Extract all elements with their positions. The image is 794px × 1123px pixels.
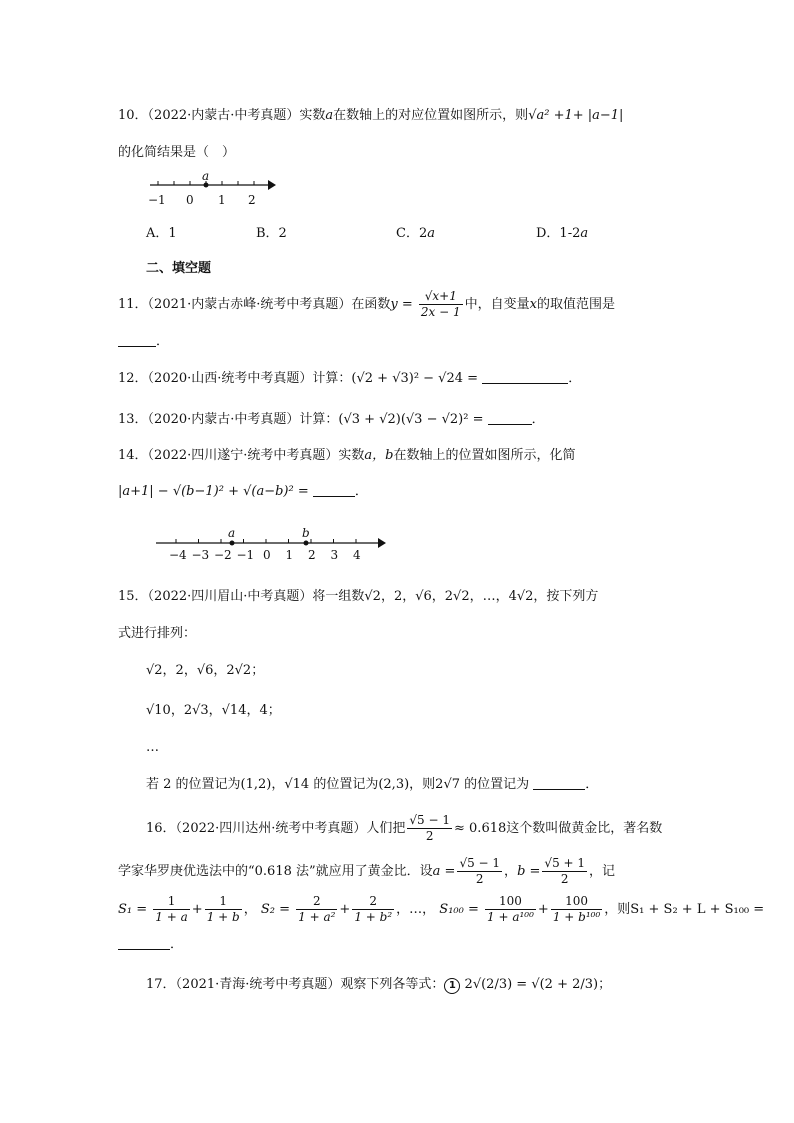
q14-axis-label: 3 — [330, 548, 339, 562]
q14-line2: |a+1| − √(b−1)² + √(a−b)² = ． — [118, 484, 368, 499]
q10-axis-label: −1 — [148, 193, 166, 207]
q10-choice-c: C．2a — [396, 226, 435, 241]
q10-number-line — [146, 170, 286, 210]
q17-expr: 2√(2/3) = √(2 + 2/3)； — [464, 977, 612, 992]
q14-axis-label: −3 — [191, 548, 210, 562]
q13-line: 13．（2020·内蒙古·中考真题）计算：(√3 + √2)(√3 − √2)² = ． — [118, 412, 545, 427]
q14-point-b — [304, 541, 309, 546]
section-title: 二、填空题 — [146, 261, 212, 276]
q15-line1: 15．（2022·四川眉山·中考真题）将一组数√2，2，√6，2√2，…，4√2，按下列方 — [118, 589, 599, 604]
q16-line2: 学家华罗庚优选法中的“0.618 法”就应用了黄金比．设a = $\frac{√5 - 1}{2}$ ，b = $\frac{√5 + 1}{2}$ ，记 — [118, 856, 616, 886]
q14-point-a — [230, 541, 235, 546]
q10-axis-label: 0 — [186, 193, 194, 207]
q11-blank[interactable] — [118, 332, 156, 347]
q13-expr: (√3 + √2)(√3 − √2)² = — [338, 412, 484, 427]
q14-point-label-a: a — [228, 526, 236, 540]
q15-line2: 式进行排列： — [118, 626, 197, 641]
q10-var-a: a — [325, 108, 334, 123]
q16-line1: 16．（2022·四川达州·统考中考真题）人们把 $\frac{√5 - 1}{2}$ ≈ 0.618这个数叫做黄金比，著名数 — [146, 813, 663, 843]
q10-axis-label: 2 — [248, 193, 256, 207]
q14-axis-label: −4 — [169, 548, 187, 562]
q10-axis-label: 1 — [218, 193, 226, 207]
q16-answer-line: ． — [118, 935, 183, 955]
q14-arrow — [378, 538, 386, 548]
q13-blank[interactable] — [488, 410, 532, 425]
q11-line1: 11．（2021·内蒙古赤峰·统考中考真题）在函数y = $\frac{√x+1}{2x - 1}$ 中，自变量x的取值范围是 — [118, 289, 616, 319]
q14-expr: |a+1| − √(b−1)² + √(a−b)² = — [118, 484, 309, 499]
q14-axis-label: 1 — [285, 548, 294, 562]
q12-expr: (√2 + √3)² − √24 = — [351, 371, 479, 386]
q10-line1 — [118, 106, 623, 126]
q10-expr: √a² +1+ |a−1| — [528, 108, 624, 123]
q15-blank[interactable] — [533, 775, 585, 790]
q11-fraction: $\frac{√x+1}{2x - 1}$ — [420, 289, 461, 319]
q10-choice-a: A．1 — [146, 226, 177, 241]
q15-row1: √2，2，√6，2√2； — [146, 663, 265, 678]
q16-blank[interactable] — [118, 935, 170, 950]
q15-line-last: 若 2 的位置记为(1,2)，√14 的位置记为(2,3)，则2√7 的位置记为 ． — [146, 777, 599, 792]
q12-blank[interactable] — [482, 369, 568, 384]
q10-point-label: a — [202, 170, 210, 183]
q14-blank[interactable] — [313, 482, 355, 497]
q14-line1: 14．（2022·四川遂宁·统考中考真题）实数a，b在数轴上的位置如图所示，化简 — [118, 448, 576, 463]
q14-axis-label: −1 — [236, 548, 255, 562]
q10-choice-b: B．2 — [256, 226, 287, 241]
q10-prefix: 10．（2022·内蒙古·中考真题）实数 — [118, 108, 326, 123]
q16-line3: S₁ = $\frac{1}{1 + a}$ + $\frac{1}{1 + b}$ ， S₂ = $\frac{2}{\text{1 + a²}}$ + $\frac{2}{\text{1 + b²}}$ ，…， S₁₀₀ = $\frac{100}{\text{1 + a¹⁰⁰}}$ + $\frac{100}{\text{1 + b¹⁰⁰}}$ ，则S₁ + S₂ + L + S₁₀₀ = — [118, 894, 765, 924]
q14-axis-label: 0 — [263, 548, 271, 562]
q14-point-label-b: b — [302, 526, 310, 540]
q15-row3: … — [146, 740, 159, 755]
q10-arrow — [268, 180, 276, 190]
q10-mid: 在数轴上的对应位置如图所示，则 — [333, 108, 529, 123]
q16-golden-fraction: $\frac{√5 - 1}{2}$ — [409, 813, 451, 843]
q10-point-a — [204, 183, 209, 188]
q11-answer-line: ． — [118, 332, 169, 352]
q17-line: 17．（2021·青海·统考中考真题）观察下列各等式： 1 2√(2/3) = √(2 + 2/3)； — [146, 977, 612, 992]
q14-number-line — [152, 523, 392, 563]
q14-axis-label: 4 — [353, 548, 361, 562]
q10-line2: 的化简结果是（ ） — [118, 145, 236, 160]
q15-row2: √10，2√3，√14，4； — [146, 703, 281, 718]
q14-axis-label: 2 — [308, 548, 316, 562]
q14-axis-label: −2 — [214, 548, 232, 562]
q17-circle-number: 1 — [444, 978, 460, 994]
q10-choice-d: D．1-2a — [536, 226, 589, 241]
q12-line: 12．（2020·山西·统考中考真题）计算：(√2 + √3)² − √24 = ． — [118, 371, 582, 386]
